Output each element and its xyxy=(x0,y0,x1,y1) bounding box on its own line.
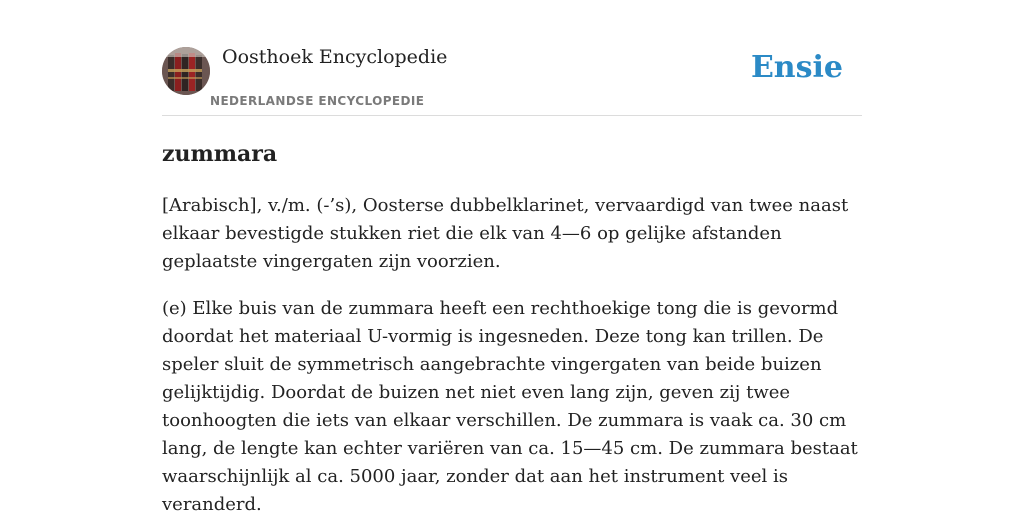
site-subtitle: NEDERLANDSE ENCYCLOPEDIE xyxy=(210,94,425,108)
site-title[interactable]: Oosthoek Encyclopedie xyxy=(222,46,448,68)
site-header xyxy=(162,0,862,116)
brand-logo[interactable]: Ensie xyxy=(750,50,843,85)
book-spines-icon[interactable] xyxy=(162,47,210,95)
entry-paragraph-2: (e) Elke buis van de zummara heeft een rechthoekige tong die is gevormd doordat het materiaal U-vormig is ingesneden. Deze tong kan trillen. De speler sluit de symmetrisch aangebrachte vingergaten van beide buizen gelijktijdig. Doordat de buizen net niet even lang zijn, geven zij twee toonhoogten die iets van elkaar verschillen. De zummara is vaak ca. 30 cm lang, de lengte kan echter variëren van ca. 15—45 cm. De zummara bestaat waarschijnlijk al ca. 5000 jaar, zonder dat aan het instrument veel is veranderd. xyxy=(162,298,858,515)
page-container xyxy=(162,0,862,515)
entry-paragraph-1: [Arabisch], v./m. (-’s), Oosterse dubbelklarinet, vervaardigd van twee naast elkaar bevestigde stukken riet die elk van 4—6 op gelijke afstanden geplaatste vingergaten zijn voorzien. xyxy=(162,195,849,272)
entry-title: zummara xyxy=(162,141,278,167)
